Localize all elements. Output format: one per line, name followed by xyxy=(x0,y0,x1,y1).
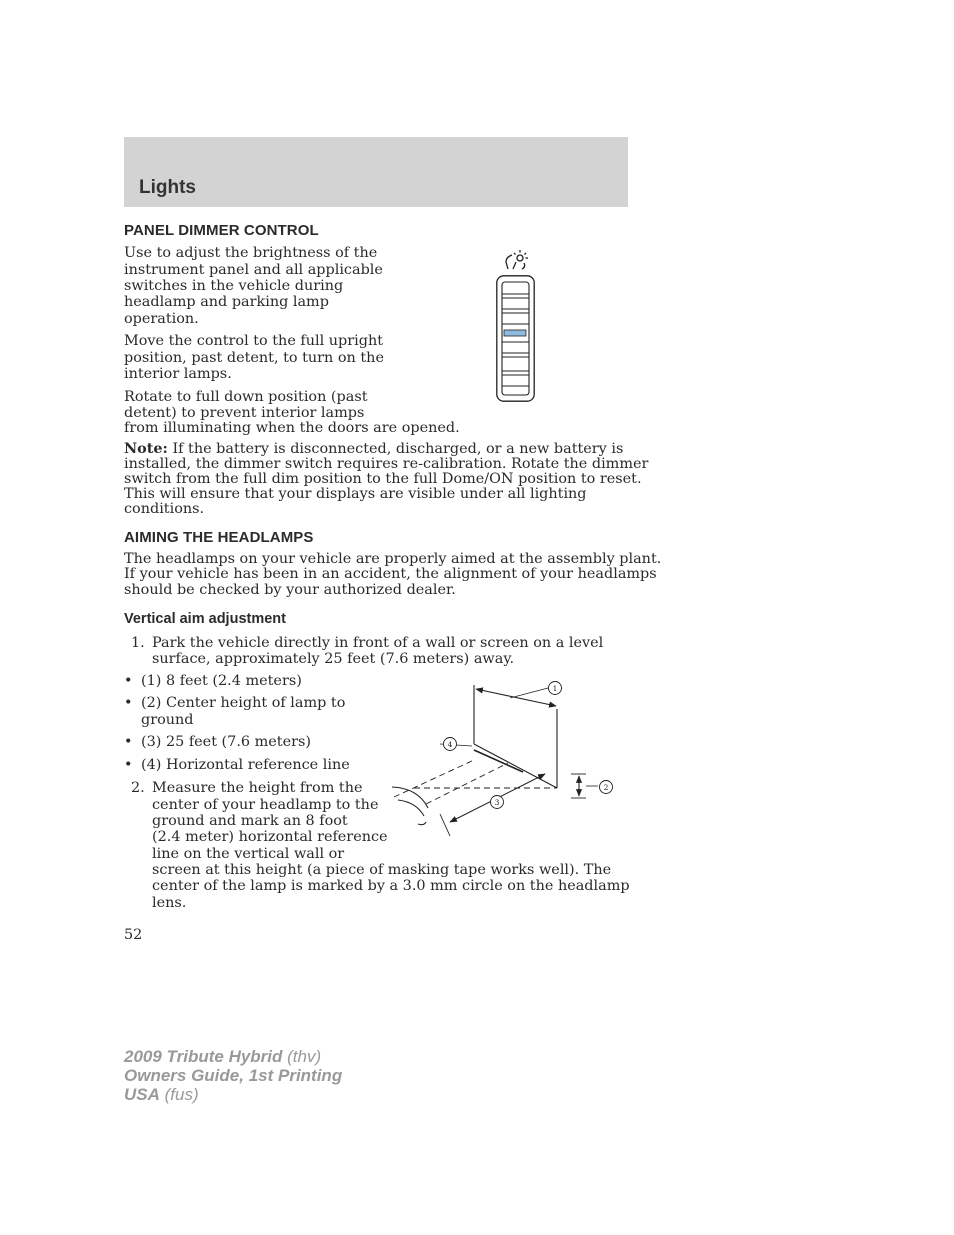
text-line: screen at this height (a piece of masking tape works well). The xyxy=(152,862,612,878)
text-line: Rotate to full down position (past xyxy=(124,389,368,405)
svg-text:4: 4 xyxy=(447,740,453,749)
note-label: Note: xyxy=(124,440,168,457)
panel-dimmer-heading: PANEL DIMMER CONTROL xyxy=(124,222,319,239)
text-line: ground and mark an 8 foot xyxy=(152,813,348,829)
text-line: instrument panel and all applicable xyxy=(124,262,383,278)
text-line: The headlamps on your vehicle are properly aimed at the assembly plant. xyxy=(124,551,662,567)
text-line: surface, approximately 25 feet (7.6 meters) away. xyxy=(152,651,515,667)
text-line: center of your headlamp to the xyxy=(152,797,379,813)
text-line: (2.4 meter) horizontal reference xyxy=(152,829,388,845)
footer-model: 2009 Tribute Hybrid xyxy=(124,1047,283,1066)
bullet-text: (3) 25 feet (7.6 meters) xyxy=(141,734,311,750)
note-text: If the battery is disconnected, discharged, or a new battery is xyxy=(167,441,624,457)
text-line: switches in the vehicle during xyxy=(124,278,344,294)
footer-line-1 xyxy=(124,1047,342,1066)
note-line: installed, the dimmer switch requires re-calibration. Rotate the dimmer xyxy=(124,456,649,472)
bullet-text: (4) Horizontal reference line xyxy=(141,757,350,773)
bullet-text: (2) Center height of lamp to xyxy=(141,695,346,711)
text-line: line on the vertical wall or xyxy=(152,846,345,862)
text-line: operation. xyxy=(124,311,199,327)
bullet-dot: • xyxy=(124,757,133,773)
callout-3 xyxy=(491,796,504,809)
svg-text:1: 1 xyxy=(552,684,558,693)
text-line: lens. xyxy=(152,895,187,911)
text-line: interior lamps. xyxy=(124,366,232,382)
callout-2 xyxy=(600,781,613,794)
footer-line-3 xyxy=(124,1085,342,1104)
text-line: If your vehicle has been in an accident, the alignment of your headlamps xyxy=(124,566,657,582)
bullet-dot: • xyxy=(124,734,133,750)
svg-text:3: 3 xyxy=(494,798,500,807)
text-line: should be checked by your authorized dealer. xyxy=(124,582,456,598)
text-line: Move the control to the full upright xyxy=(124,333,384,349)
headlamp-aim-diagram xyxy=(388,676,620,836)
footer-code: (thv) xyxy=(282,1047,322,1066)
footer-code: (fus) xyxy=(159,1085,199,1104)
footer-market: USA xyxy=(124,1085,160,1104)
note-line: conditions. xyxy=(124,501,205,517)
text-line: Park the vehicle directly in front of a wall or screen on a level xyxy=(152,635,604,651)
svg-text:2: 2 xyxy=(603,783,609,792)
dimension-arrow-1 xyxy=(476,689,556,706)
text-line: Measure the height from the xyxy=(152,780,363,796)
note-line: switch from the full dim position to the full Dome/ON position to reset. xyxy=(124,471,642,487)
page-number: 52 xyxy=(124,927,143,943)
bullet-text: (1) 8 feet (2.4 meters) xyxy=(141,673,302,689)
bullet-dot: • xyxy=(124,673,133,689)
text-line: center of the lamp is marked by a 3.0 mm circle on the headlamp xyxy=(152,878,630,894)
text-line: detent) to prevent interior lamps xyxy=(124,405,365,421)
text-line: from illuminating when the doors are opened. xyxy=(124,420,460,436)
note-line xyxy=(124,441,623,457)
footer-line-2 xyxy=(124,1066,342,1085)
text-line: headlamp and parking lamp xyxy=(124,294,329,310)
step-number: 2. xyxy=(131,780,145,796)
dimmer-indicator xyxy=(504,330,526,336)
callout-1 xyxy=(549,682,562,695)
text-line: position, past detent, to turn on the xyxy=(124,350,384,366)
vehicle-front-outline xyxy=(392,787,428,825)
aiming-heading: AIMING THE HEADLAMPS xyxy=(124,529,314,546)
text-line: Use to adjust the brightness of the xyxy=(124,245,378,261)
header-band xyxy=(124,137,628,207)
bullet-text: ground xyxy=(141,712,194,728)
note-line: This will ensure that your displays are visible under all lighting xyxy=(124,486,587,502)
dimmer-dome-lamp-icon xyxy=(506,250,528,269)
footer-edition: Owners Guide, 1st Printing xyxy=(124,1066,343,1085)
section-title: Lights xyxy=(139,177,196,198)
step-number: 1. xyxy=(131,635,145,651)
horizontal-reference-line xyxy=(474,750,523,772)
dimmer-switch-illustration xyxy=(496,247,540,403)
dimmer-thumbwheel xyxy=(502,282,529,395)
footer-print-info xyxy=(124,1047,342,1104)
callout-4 xyxy=(444,738,457,751)
vertical-aim-heading: Vertical aim adjustment xyxy=(124,611,286,627)
bullet-dot: • xyxy=(124,695,133,711)
